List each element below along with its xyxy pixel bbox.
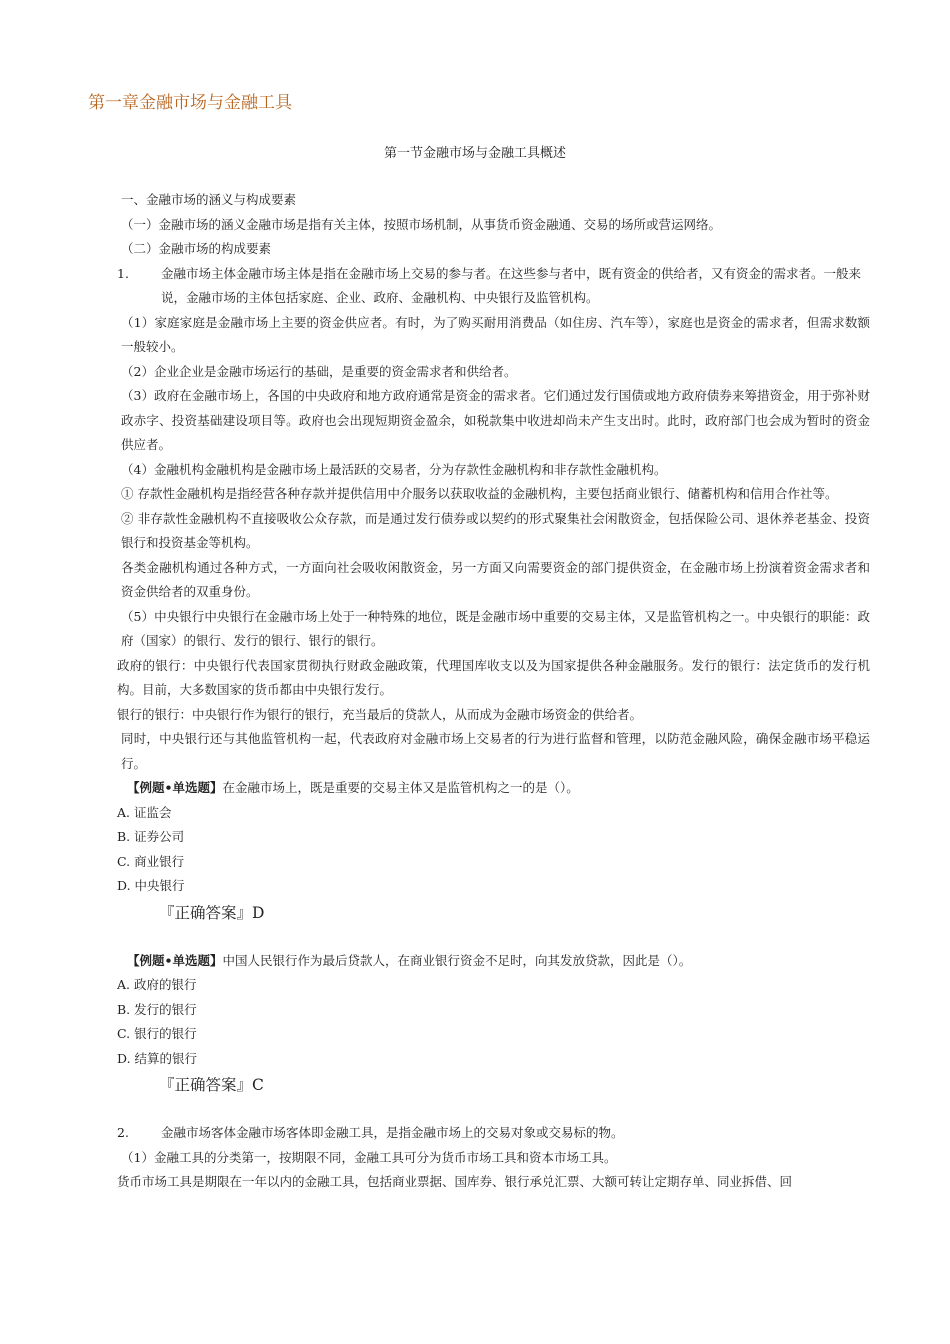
item-text: 金融市场主体金融市场主体是指在金融市场上交易的参与者。在这些参与者中，既有资金的供给者，又有资金的需求者。一般来说，金融市场的主体包括家庭、企业、政府、金融机构、中央银行及监管机构。	[161, 265, 862, 305]
chapter-title: 第一章金融市场与金融工具	[88, 93, 292, 113]
paragraph-enterprise: （2）企业企业是金融市场运行的基础，是重要的资金需求者和供给者。	[121, 363, 517, 379]
paragraph-household: （1）家庭家庭是金融市场上主要的资金供应者。有时，为了购买耐用消费品（如住房、汽车等），家庭也是资金的需求者，但需求数额一般较小。	[121, 314, 870, 354]
answer-2: 『正确答案』C	[159, 1076, 264, 1094]
paragraph-central-bank: （5）中央银行中央银行在金融市场上处于一种特殊的地位，既是金融市场中重要的交易主体，又是监管机构之一。中央银行的职能：政府（国家）的银行、发行的银行、银行的银行。	[121, 608, 870, 648]
option-c: C. 银行的银行	[117, 1026, 197, 1041]
example-question-1	[117, 776, 870, 801]
option-a: A. 证监会	[117, 804, 172, 820]
numbered-item-1	[117, 262, 870, 311]
question-tag: 【例题•单选题】	[127, 952, 223, 968]
option-d: D. 中央银行	[117, 878, 185, 893]
question-text: 中国人民银行作为最后贷款人，在商业银行资金不足时，向其发放贷款，因此是（）。	[222, 952, 692, 968]
answer-1: 『正确答案』D	[159, 903, 265, 922]
paragraph-non-deposit-institutions: ② 非存款性金融机构不直接吸收公众存款，而是通过发行债券或以契约的形式聚集社会闲散资金，包括保险公司、退休养老基金、投资银行和投资基金等机构。	[121, 510, 870, 550]
item-number: 1.	[117, 265, 129, 281]
paragraph-definition: （一）金融市场的涵义金融市场是指有关主体，按照市场机制，从事货币资金融通、交易的场所或营运网络。	[121, 216, 722, 232]
paragraph-instrument-classification: （1）金融工具的分类第一，按期限不同，金融工具可分为货币市场工具和资本市场工具。	[121, 1149, 617, 1165]
option-b: B. 发行的银行	[117, 1001, 197, 1017]
option-a: A. 政府的银行	[117, 977, 197, 992]
paragraph-money-market-instruments: 货币市场工具是期限在一年以内的金融工具，包括商业票据、国库券、银行承兑汇票、大额可转让定期存单、同业拆借、回	[117, 1174, 793, 1189]
document-body	[117, 188, 870, 1195]
paragraph-government: （3）政府在金融市场上，各国的中央政府和地方政府通常是资金的需求者。它们通过发行国债或地方政府债券来筹措资金，用于弥补财政赤字、投资基础建设项目等。政府也会出现短期资金盈余，如税款集中收进却尚未产生支出时。此时，政府部门也会成为暂时的资金供应者。	[121, 388, 870, 452]
item-number: 2.	[117, 1125, 129, 1140]
section-title: 第一节金融市场与金融工具概述	[383, 146, 566, 161]
option-d: D. 结算的银行	[117, 1050, 198, 1066]
item-text: 金融市场客体金融市场客体即金融工具，是指金融市场上的交易对象或交易标的物。	[161, 1125, 624, 1140]
paragraph-financial-institutions: （4）金融机构金融机构是金融市场上最活跃的交易者，分为存款性金融机构和非存款性金融机构。	[121, 461, 667, 477]
option-b: B. 证券公司	[117, 829, 185, 844]
option-c: C. 商业银行	[117, 853, 185, 869]
paragraph-supervision: 同时，中央银行还与其他监管机构一起，代表政府对金融市场上交易者的行为进行监督和管理，以防范金融风险，确保金融市场平稳运行。	[121, 731, 870, 771]
question-tag: 【例题•单选题】	[127, 780, 223, 795]
heading-1: 一、金融市场的涵义与构成要素	[121, 192, 297, 207]
heading-components: （二）金融市场的构成要素	[121, 241, 272, 256]
paragraph-institutions-role: 各类金融机构通过各种方式，一方面向社会吸收闲散资金，另一方面又向需要资金的部门提供资金，在金融市场上扮演着资金需求者和资金供给者的双重身份。	[121, 559, 870, 599]
example-question-2	[117, 949, 870, 974]
paragraph-government-bank: 政府的银行：中央银行代表国家贯彻执行财政金融政策，代理国库收支以及为国家提供各种金融服务。发行的银行：法定货币的发行机构。目前，大多数国家的货币都由中央银行发行。	[117, 657, 870, 697]
paragraph-deposit-institutions: ① 存款性金融机构是指经营各种存款并提供信用中介服务以获取收益的金融机构，主要包括商业银行、储蓄机构和信用合作社等。	[121, 486, 838, 501]
question-text: 在金融市场上，既是重要的交易主体又是监管机构之一的是（）。	[222, 780, 579, 795]
paragraph-bank-of-banks: 银行的银行：中央银行作为银行的银行，充当最后的贷款人，从而成为金融市场资金的供给者。	[117, 706, 643, 722]
numbered-item-2	[117, 1121, 870, 1146]
